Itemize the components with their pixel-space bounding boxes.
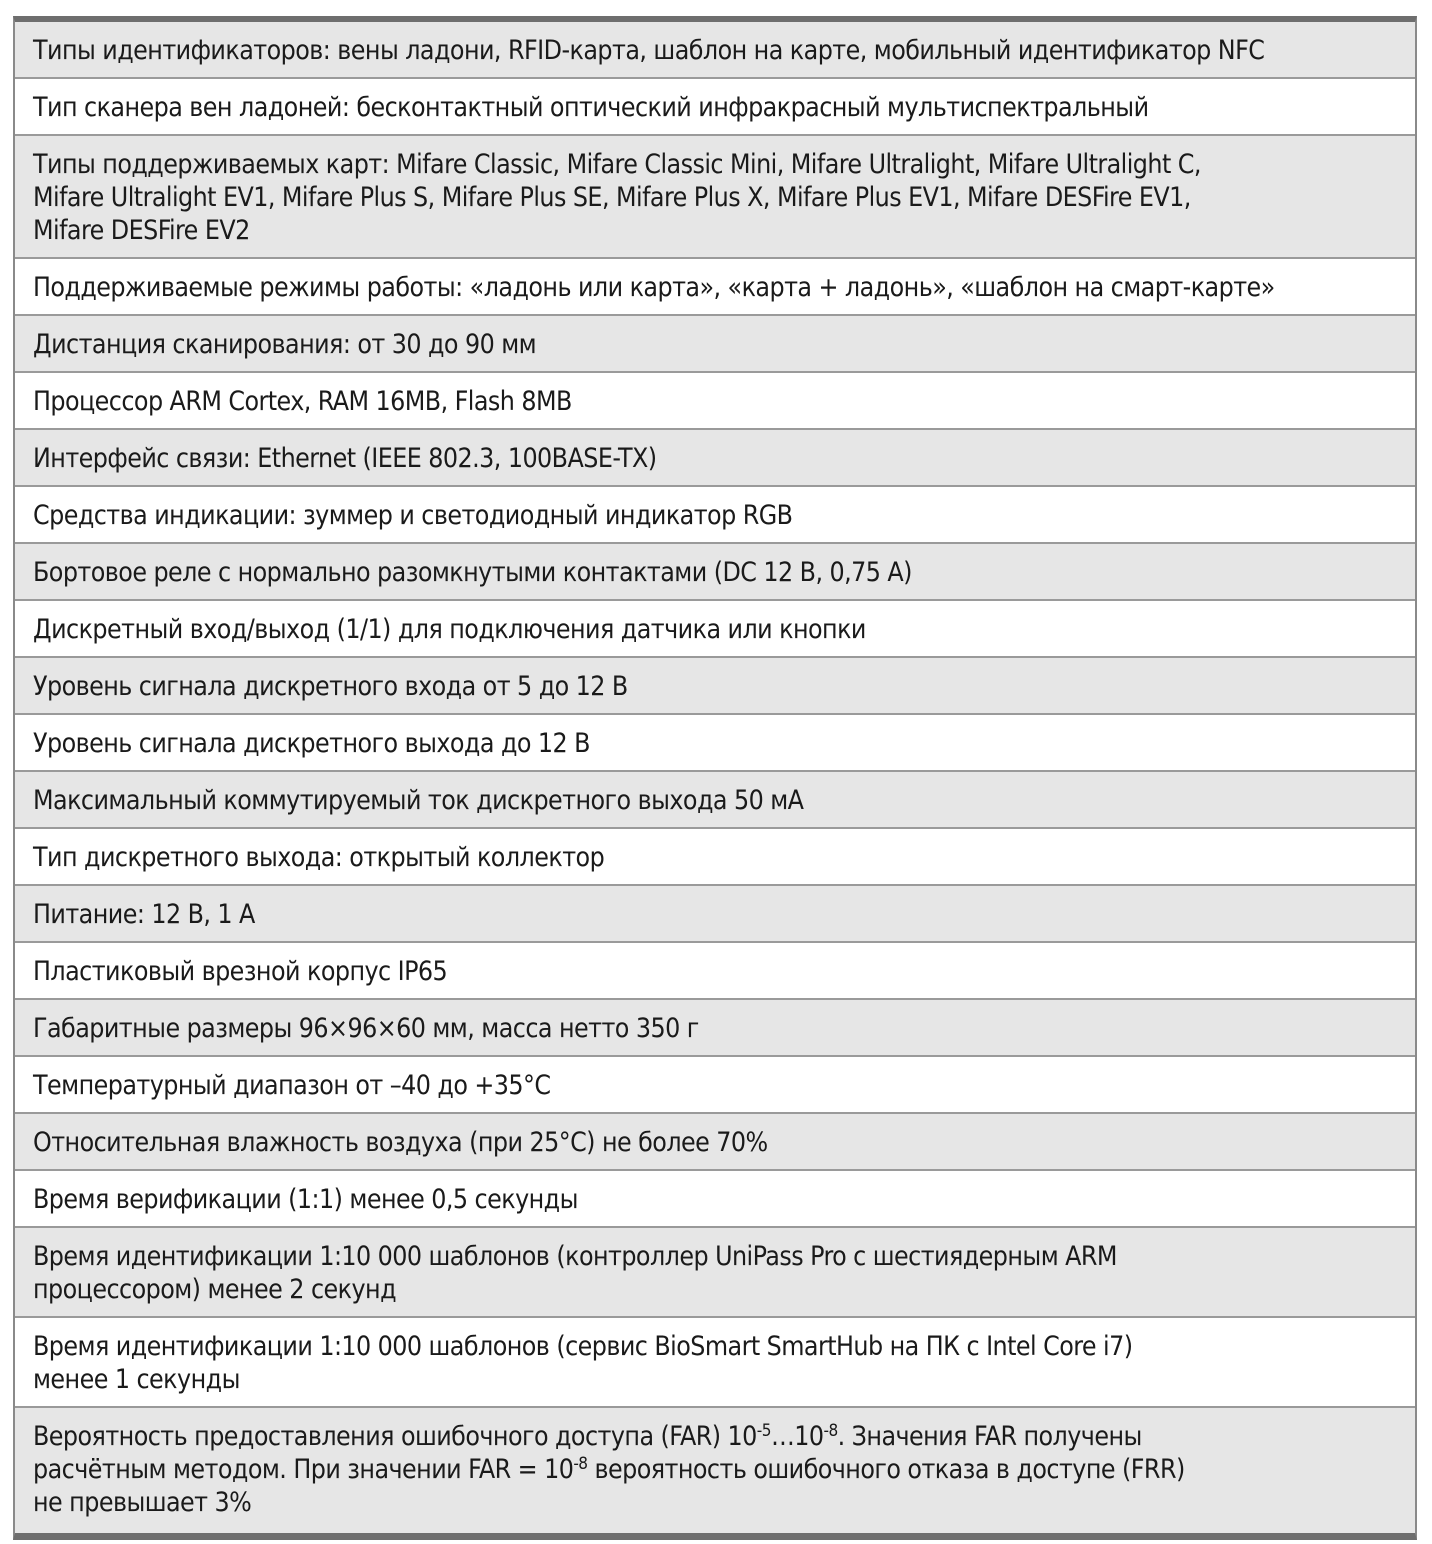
spec-row-card-types: Типы поддерживаемых карт: Mifare Classic, Mifare Classic Mini, Mifare Ultralight, Mifare Ultralight C, Mifare Ultralight EV1, Mifare Plus S, Mifare Plus SE, Mifare Plus X, Mifare Plus EV1, Mifare DESFire EV1, Mifare DESFire EV2 <box>15 136 1415 259</box>
spec-row-relay: Бортовое реле с нормально разомкнутыми контактами (DC 12 В, 0,75 А) <box>15 544 1415 601</box>
spec-row-output-type: Тип дискретного выхода: открытый коллектор <box>15 829 1415 886</box>
far-text-2: …10 <box>770 1421 824 1452</box>
spec-row-dimensions: Габаритные размеры 96×96×60 мм, масса нетто 350 г <box>15 1000 1415 1057</box>
far-exponent-2: -8 <box>823 1421 838 1441</box>
spec-row-output-level: Уровень сигнала дискретного выхода до 12 В <box>15 715 1415 772</box>
spec-row-housing: Пластиковый врезной корпус IP65 <box>15 943 1415 1000</box>
spec-table <box>13 16 1417 1540</box>
spec-row-input-level: Уровень сигнала дискретного входа от 5 до 12 В <box>15 658 1415 715</box>
spec-row-scanner-type: Тип сканера вен ладоней: бесконтактный оптический инфракрасный мультиспектральный <box>15 79 1415 136</box>
spec-row-discrete-io: Дискретный вход/выход (1/1) для подключения датчика или кнопки <box>15 601 1415 658</box>
spec-row-indication: Средства индикации: зуммер и светодиодный индикатор RGB <box>15 487 1415 544</box>
spec-row-identifier-types: Типы идентификаторов: вены ладони, RFID-карта, шаблон на карте, мобильный идентификатор NFC <box>15 22 1415 79</box>
spec-row-scan-distance: Дистанция сканирования: от 30 до 90 мм <box>15 316 1415 373</box>
spec-row-temperature: Температурный диапазон от –40 до +35°С <box>15 1057 1415 1114</box>
spec-row-humidity: Относительная влажность воздуха (при 25°С) не более 70% <box>15 1114 1415 1171</box>
spec-row-identification-controller: Время идентификации 1:10 000 шаблонов (контроллер UniPass Pro с шестиядерным ARM процессором) менее 2 секунд <box>15 1228 1415 1318</box>
far-exponent-3: -8 <box>573 1454 588 1474</box>
spec-row-max-current: Максимальный коммутируемый ток дискретного выхода 50 мА <box>15 772 1415 829</box>
spec-row-operating-modes: Поддерживаемые режимы работы: «ладонь или карта», «карта + ладонь», «шаблон на смарт-карте» <box>15 259 1415 316</box>
spec-row-processor: Процессор ARM Cortex, RAM 16MB, Flash 8MB <box>15 373 1415 430</box>
far-text-1: Вероятность предоставления ошибочного доступа (FAR) 10 <box>33 1421 757 1452</box>
spec-row-interface: Интерфейс связи: Ethernet (IEEE 802.3, 100BASE-TX) <box>15 430 1415 487</box>
spec-row-identification-pc: Время идентификации 1:10 000 шаблонов (сервис BioSmart SmartHub на ПК с Intel Core i7) менее 1 секунды <box>15 1318 1415 1408</box>
spec-row-power: Питание: 12 В, 1 А <box>15 886 1415 943</box>
spec-row-verification-time: Время верификации (1:1) менее 0,5 секунды <box>15 1171 1415 1228</box>
far-exponent-1: -5 <box>756 1421 771 1441</box>
spec-row-far <box>15 1408 1415 1533</box>
far-text-3: . Значения FAR получены расчётным методом. При значении FAR = 10 <box>33 1421 1142 1485</box>
far-text-4: вероятность ошибочного отказа в доступе (FRR) не превышает 3% <box>33 1454 1185 1518</box>
